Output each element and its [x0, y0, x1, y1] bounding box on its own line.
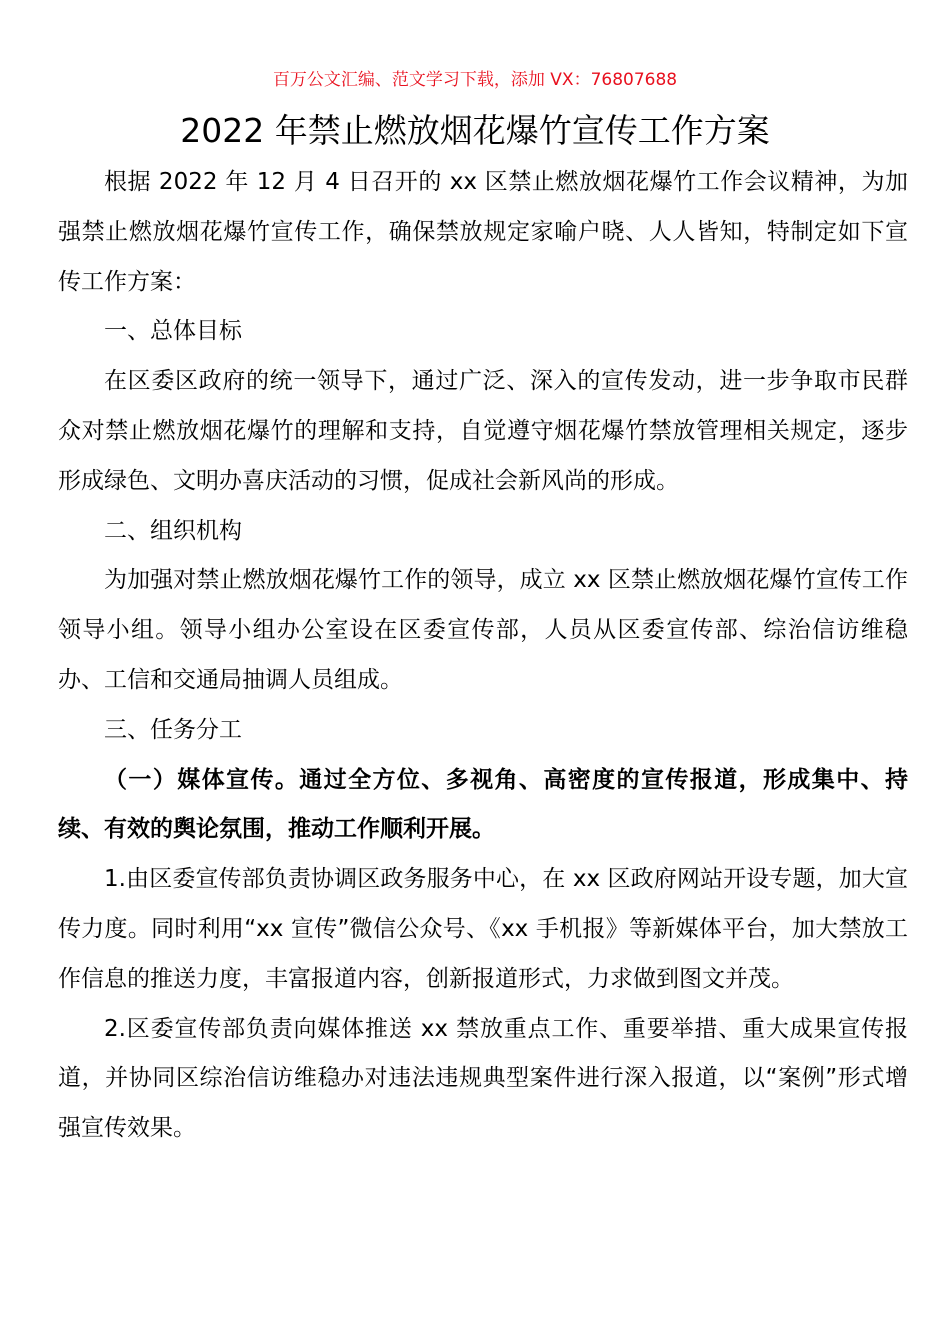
section3-item-2: 2.区委宣传部负责向媒体推送 xx 禁放重点工作、重要举措、重大成果宣传报道，并协同区综治信访维稳办对违法违规典型案件进行深入报道，以“案例”形式增强宣传效果。	[58, 1015, 908, 1142]
document-title: 2022 年禁止燃放烟花爆竹宣传工作方案	[180, 111, 770, 150]
section1-heading: 一、总体目标	[104, 318, 242, 345]
document-body	[58, 158, 908, 1154]
section2-heading: 二、组织机构	[104, 517, 242, 544]
section3-subheading: （一）媒体宣传。通过全方位、多视角、高密度的宣传报道，形成集中、持续、有效的舆论氛围，推动工作顺利开展。	[58, 766, 908, 843]
section2-paragraph: 为加强对禁止燃放烟花爆竹工作的领导，成立 xx 区禁止燃放烟花爆竹宣传工作领导小组。领导小组办公室设在区委宣传部，人员从区委宣传部、综治信访维稳办、工信和交通局抽调人员组成。	[58, 567, 908, 693]
section3-item-1: 1.由区委宣传部负责协调区政务服务中心，在 xx 区政府网站开设专题，加大宣传力度。同时利用“xx 宣传”微信公众号、《xx 手机报》等新媒体平台，加大禁放工作信息的推送力度，丰富报道内容，创新报道形式，力求做到图文并茂。	[58, 866, 908, 992]
section3-heading: 三、任务分工	[104, 716, 242, 743]
section1-paragraph: 在区委区政府的统一领导下，通过广泛、深入的宣传发动，进一步争取市民群众对禁止燃放烟花爆竹的理解和支持，自觉遵守烟花爆竹禁放管理相关规定，逐步形成绿色、文明办喜庆活动的习惯，促成社会新风尚的形成。	[58, 368, 908, 494]
intro-paragraph: 根据 2022 年 12 月 4 日召开的 xx 区禁止燃放烟花爆竹工作会议精神，为加强禁止燃放烟花爆竹宣传工作，确保禁放规定家喻户晓、人人皆知，特制定如下宣传工作方案：	[58, 169, 908, 295]
header-note: 百万公文汇编、范文学习下载，添加 VX：76807688	[272, 70, 678, 90]
